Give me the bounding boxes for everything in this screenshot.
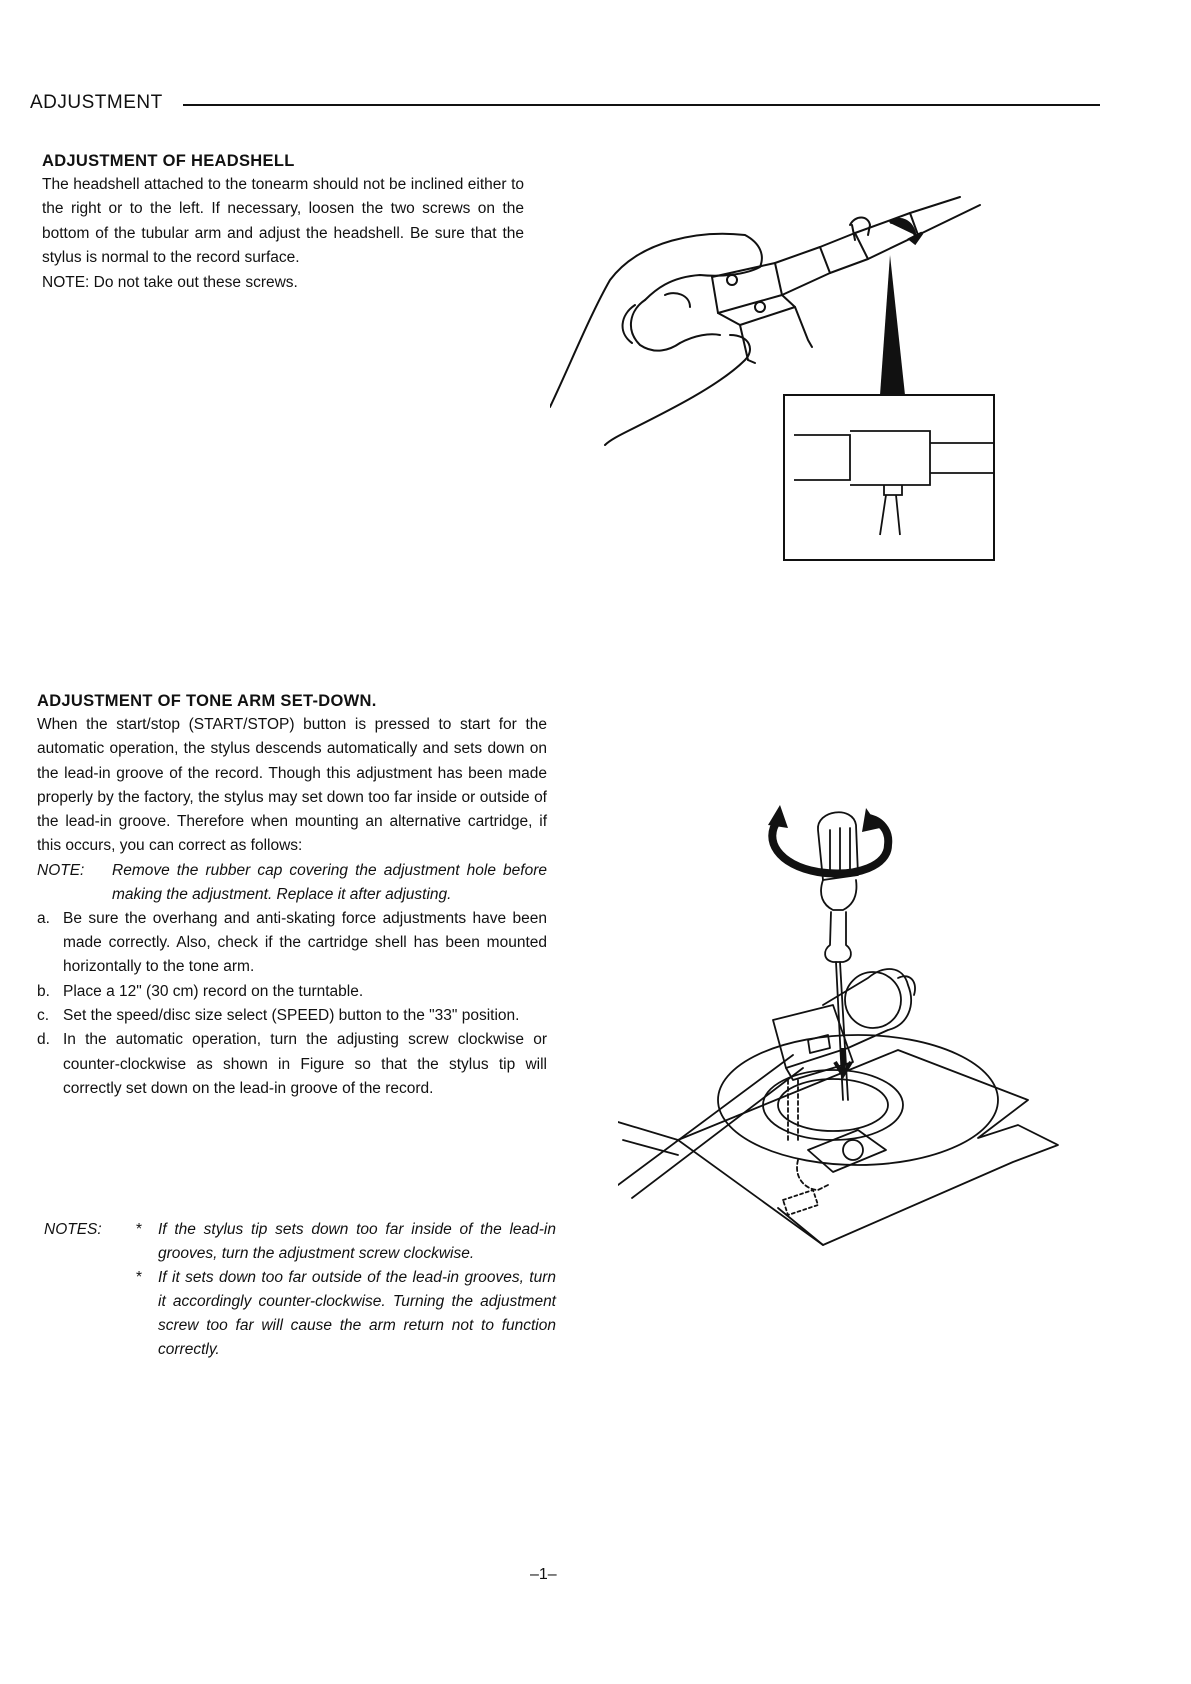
base-plate bbox=[678, 1050, 1058, 1245]
headshell-adjustment-figure bbox=[550, 195, 1040, 605]
list-item: d. In the automatic operation, turn the adjusting screw clockwise or counter-clockwise as shown in Figure so that the stylus tip will correctly set down on the lead-in groove of the record. bbox=[37, 1031, 547, 1097]
page-header-title: ADJUSTMENT bbox=[30, 92, 163, 113]
section-note bbox=[37, 859, 547, 907]
setdown-adjustment-figure bbox=[618, 800, 1068, 1260]
page-number: –1– bbox=[530, 1566, 557, 1583]
section-headshell bbox=[42, 152, 524, 292]
section-note: NOTE: Do not take out these screws. bbox=[42, 274, 298, 292]
inset-detail-box bbox=[784, 395, 994, 560]
list-item: b. Place a 12" (30 cm) record on the turntable. bbox=[37, 982, 364, 1000]
section-heading: ADJUSTMENT OF HEADSHELL bbox=[42, 152, 295, 170]
section-body: When the start/stop (START/STOP) button is pressed to start for the automatic operation, the stylus descends automatically and sets down on the lead-in groove of the record. Though this adjustment has been made properly by the factory, the stylus may set down too far inside or outside of the lead-in groove. Therefore when mounting an alternative cartridge, if this occurs, you can correct as follows: bbox=[37, 716, 547, 855]
list-item: * If the stylus tip sets down too far inside of the lead-in grooves, turn the adjustment screw clockwise. bbox=[136, 1221, 556, 1262]
notes-label: NOTES: bbox=[44, 1221, 102, 1238]
section-body: The headshell attached to the tonearm should not be inclined either to the right or to the left. If necessary, loosen the two screws on the bottom of the tubular arm and adjust the headshell. Be sure that the stylus is normal to the record surface. bbox=[42, 176, 524, 266]
note-text: Remove the rubber cap covering the adjustment hole before making the adjustment. Replace it after adjusting. bbox=[112, 861, 547, 903]
list-item: c. Set the speed/disc size select (SPEED) button to the "33" position. bbox=[37, 1006, 520, 1024]
note-label: NOTE: bbox=[37, 861, 85, 879]
section-heading: ADJUSTMENT OF TONE ARM SET-DOWN. bbox=[37, 692, 377, 710]
headshell bbox=[712, 263, 782, 313]
notes-block bbox=[44, 1218, 556, 1362]
list-item: a. Be sure the overhang and anti-skating force adjustments have been made correctly. Also, check if the cartridge shell has been mounted horizontally to the tone arm. bbox=[37, 909, 547, 976]
section-tonearm-setdown bbox=[37, 692, 547, 1101]
steps-list bbox=[37, 907, 547, 1101]
list-item: * If it sets down too far outside of the lead-in grooves, turn it accordingly counter-clockwise. Turning the adjustment screw too far will cause the arm return not to function correctly. bbox=[136, 1269, 556, 1358]
header-rule bbox=[183, 104, 1100, 106]
